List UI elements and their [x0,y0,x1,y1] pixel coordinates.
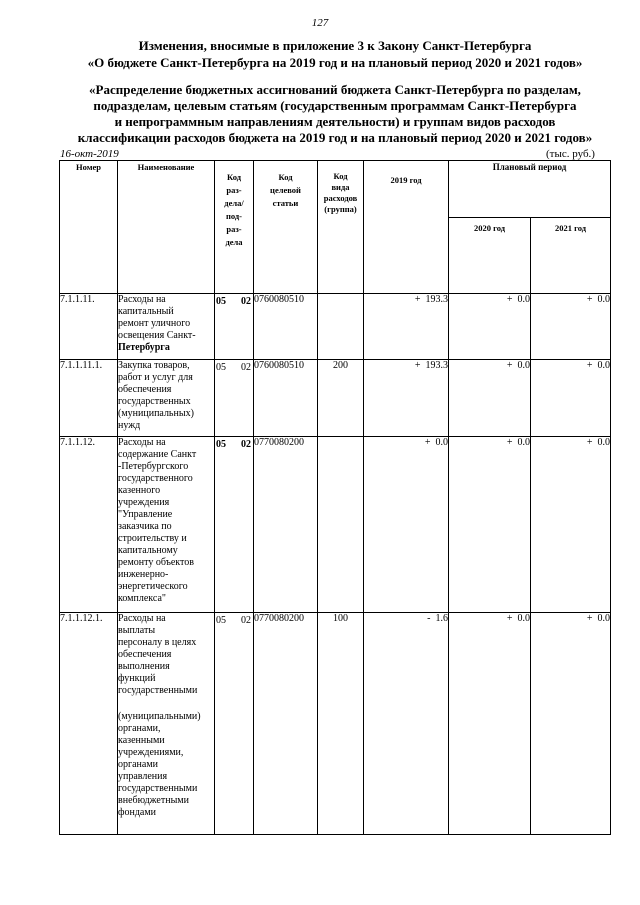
row-2019-value: + 0.0 [364,437,449,613]
row-2020-value: + 0.0 [449,437,531,613]
row-name [118,360,215,437]
row-section-code [215,613,254,835]
document-subtitle [40,82,630,146]
subsection-code: 02 [241,296,251,307]
row-name-line: казенного [118,485,161,496]
header-target-line: целевой [270,185,301,195]
row-name-line: строительству и [118,533,187,544]
units-label: (тыс. руб.) [546,148,595,160]
header-kind-line: вида [331,182,350,192]
row-name-line: учреждения [118,497,170,508]
row-name-line: нужд [118,420,141,431]
row-2020-value: + 0.0 [449,613,531,835]
row-name-line: ремонту объектов [118,557,194,568]
header-target-line: статьи [272,198,299,208]
row-2021-value: + 0.0 [531,360,611,437]
row-target-code: 0760080510 [254,360,318,437]
row-kind-code [318,294,364,360]
header-target-line: Код [278,172,293,182]
row-name-line: государственных [118,396,191,407]
header-number: Номер [60,161,118,294]
row-name-line: государственного [118,473,193,484]
row-name-line: инженерно- [118,569,169,580]
row-name-line: органами [118,759,159,770]
row-2020-value: + 0.0 [449,294,531,360]
row-name-line: обеспечения [118,384,172,395]
title-line-1: Изменения, вносимые в приложение 3 к Закону Санкт-Петербурга [138,38,532,53]
header-section-line: Код [226,172,242,182]
section-code: 05 [216,439,226,450]
header-kind [318,161,364,294]
row-name-line: (муниципальными) [118,711,201,722]
row-number: 7.1.1.11. [60,294,118,360]
table-row [60,360,611,437]
subtitle-line-2: подразделам, целевым статьям (государственным программам Санкт-Петербурга [93,98,577,113]
header-section-line: раз- [226,224,242,234]
header-planned-period: Плановый период [449,161,611,218]
row-name-line: (муниципальных) [118,408,194,419]
row-name-line: работ и услуг для [118,372,193,383]
page-number: 127 [311,17,329,29]
header-2020: 2020 год [449,217,531,293]
header-section-line: дела [225,237,243,247]
section-code: 05 [216,615,226,626]
row-target-code: 0770080200 [254,437,318,613]
row-name-line: заказчика по [118,521,172,532]
row-name-line: комплекса" [118,593,166,604]
document-title [40,37,630,71]
subtitle-line-3: и непрограммным направлениям деятельности) и группам видов расходов [114,114,556,129]
document-date: 16-окт-2019 [60,148,119,160]
row-number: 7.1.1.11.1. [60,360,118,437]
row-name-line [118,697,214,711]
header-section-line: раз- [226,185,242,195]
row-name-line: капитальный [118,306,174,317]
row-name-line: Петербурга [118,342,170,353]
row-name [118,613,215,835]
header-kind-line: расходов [323,193,358,203]
row-name [118,294,215,360]
row-name-line: фондами [118,807,157,818]
row-2021-value: + 0.0 [531,294,611,360]
row-name-line: ремонт уличного [118,318,191,329]
row-name-line: внебюджетными [118,795,189,806]
header-kind-line: (группа) [324,204,357,214]
subsection-code: 02 [241,615,251,626]
row-2019-value: + 193.3 [364,294,449,360]
row-name-line: органами, [118,723,161,734]
row-name [118,437,215,613]
table-row [60,437,611,613]
row-name-line: освещения Санкт- [118,330,196,341]
row-name-line: содержание Санкт [118,449,197,460]
row-section-code [215,360,254,437]
header-name: Наименование [118,161,215,294]
row-kind-code: 100 [318,613,364,835]
row-name-line: Расходы на [118,294,166,305]
row-name-line: "Управление [118,509,173,520]
row-2019-value: + 193.3 [364,360,449,437]
header-target [254,161,318,294]
subtitle-line-1: «Распределение бюджетных ассигнований бюджета Санкт-Петербурга по разделам, [89,82,581,97]
header-2019: 2019 год [364,161,449,294]
subsection-code: 02 [241,362,251,373]
header-2021: 2021 год [531,217,611,293]
subsection-code: 02 [241,439,251,450]
header-section [215,161,254,294]
section-code: 05 [216,362,226,373]
row-name-line: персоналу в целях [118,637,197,648]
row-name-line: капитальному [118,545,178,556]
row-section-code [215,294,254,360]
row-number: 7.1.1.12. [60,437,118,613]
table-row [60,613,611,835]
row-name-line: Расходы на [118,437,166,448]
row-name-line: управления [118,771,168,782]
row-target-code: 0760080510 [254,294,318,360]
row-2020-value: + 0.0 [449,360,531,437]
row-name-line: учреждениями, [118,747,184,758]
budget-table [59,160,611,835]
row-name-line: Закупка товаров, [118,360,190,371]
row-name-line: Расходы на [118,613,166,624]
row-name-line: выплаты [118,625,156,636]
row-number: 7.1.1.12.1. [60,613,118,835]
title-line-2: «О бюджете Санкт-Петербурга на 2019 год и на плановый период 2020 и 2021 годов» [87,55,583,70]
header-kind-line: Код [333,171,348,181]
row-kind-code: 200 [318,360,364,437]
header-section-line: под- [225,211,243,221]
table-row [60,294,611,360]
row-2021-value: + 0.0 [531,437,611,613]
header-section-line: дела/ [224,198,244,208]
row-name-line: энергетического [118,581,188,592]
row-name-line: государственными [118,685,198,696]
row-name-line: обеспечения [118,649,172,660]
row-name-line: -Петербургского [118,461,189,472]
row-name-line: государственными [118,783,198,794]
section-code: 05 [216,296,226,307]
row-kind-code [318,437,364,613]
row-name-line: казенными [118,735,165,746]
row-section-code [215,437,254,613]
row-name-line: выполнения [118,661,170,672]
row-target-code: 0770080200 [254,613,318,835]
subtitle-line-4: классификации расходов бюджета на 2019 год и на плановый период 2020 и 2021 годов» [77,130,593,145]
row-name-line: функций [118,673,156,684]
row-2019-value: - 1.6 [364,613,449,835]
row-2021-value: + 0.0 [531,613,611,835]
